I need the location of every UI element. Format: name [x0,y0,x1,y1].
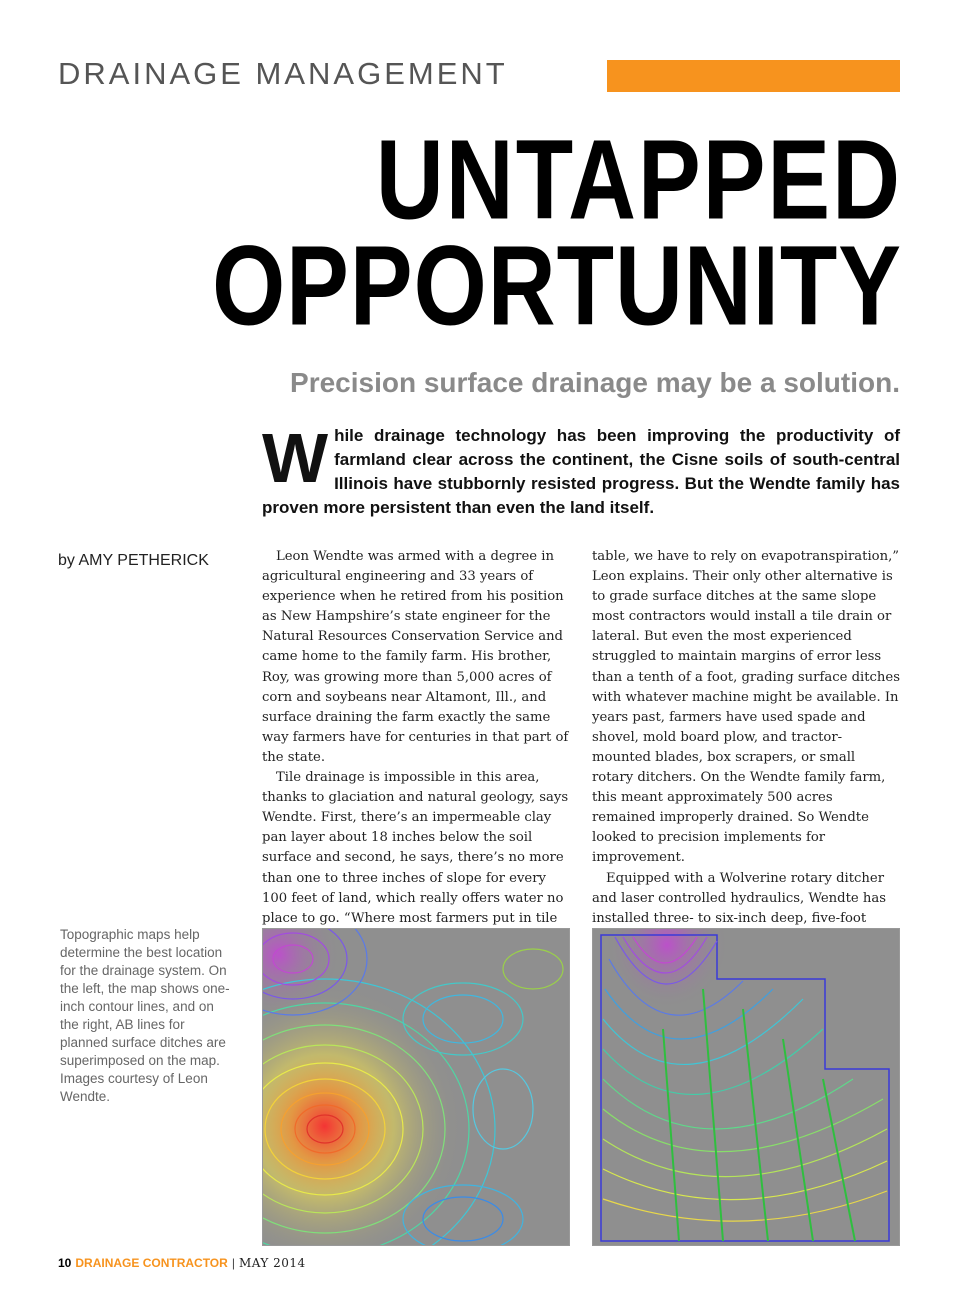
ab-lines-map-image [592,928,900,1246]
column-2-paragraph-2: Equipped with a Wolverine rotary ditcher and laser controlled hydraulics, Wendte has installed three- to six-inch deep, five-foot [592,870,887,926]
intro-paragraph [262,419,900,520]
footer-separator: | [231,1256,235,1270]
column-1-paragraph-2: Tile drainage is impossible in this area, thanks to glaciation and natural geology, says Wendte. First, there’s an impermeable clay pan layer about 18 inches below the soil surface and second, he says, there’s no more than one to three inches of slope for every 100 feet of land, which really offers water no place to go. “Where most farmers put in tile [262,770,569,926]
contour-map-image [262,928,570,1246]
headline-line-1: UNTAPPED [375,116,902,243]
drop-cap: W [262,419,329,497]
magazine-name: DRAINAGE CONTRACTOR [75,1256,228,1270]
page-footer [58,1256,306,1270]
page-number: 10 [58,1256,72,1270]
intro-text: hile drainage technology has been improving the productivity of farmland clear across the continent, the Cisne soils of south-central Illinois have stubbornly resisted progress. But the Wendte family has proven more persistent than even the land itself. [262,426,900,517]
column-1-paragraph-1: Leon Wendte was armed with a degree in agricultural engineering and 33 years of experience when he retired from his position as New Hampshire’s state engineer for the Natural Resources Conservation Service and came home to the family farm. His brother, Roy, was growing more than 5,000 acres of corn and soybeans near Altamont, Ill., and surface draining the farm exactly the same way farmers have for centuries in that part of the state. [262,549,569,765]
article-column-2 [592,547,900,969]
column-2-paragraph-1: table, we have to rely on evapotranspiration,” Leon explains. Their only other alternative is to grade surface ditches at the same slope most contractors would install a tile drain or lateral. But even the most experienced struggled to maintain margins of error less than a tenth of a foot, grading surface ditches with whatever machine might be available. In years past, farmers have used spade and shovel, mold board plow, and tractor-mounted blades, box scrapers, or small rotary ditchers. On the Wendte family farm, this meant approximately 500 acres remained improperly drained. So Wendte looked to precision implements for improvement. [592,549,900,866]
photo-caption: Topographic maps help determine the best location for the drainage system. On the left, the map shows one-inch contour lines, and on the right, AB lines for planned surface ditches are superimposed on the map. Images courtesy of Leon Wendte. [60,927,230,1104]
headline-line-2: OPPORTUNITY [212,222,902,349]
subheadline: Precision surface drainage may be a solution. [290,367,900,398]
issue-date: MAY 2014 [238,1256,306,1270]
section-label: DRAINAGE MANAGEMENT [58,56,508,91]
article-column-1 [262,547,570,949]
byline: by AMY PETHERICK [58,552,209,569]
section-accent-bar [607,60,900,92]
